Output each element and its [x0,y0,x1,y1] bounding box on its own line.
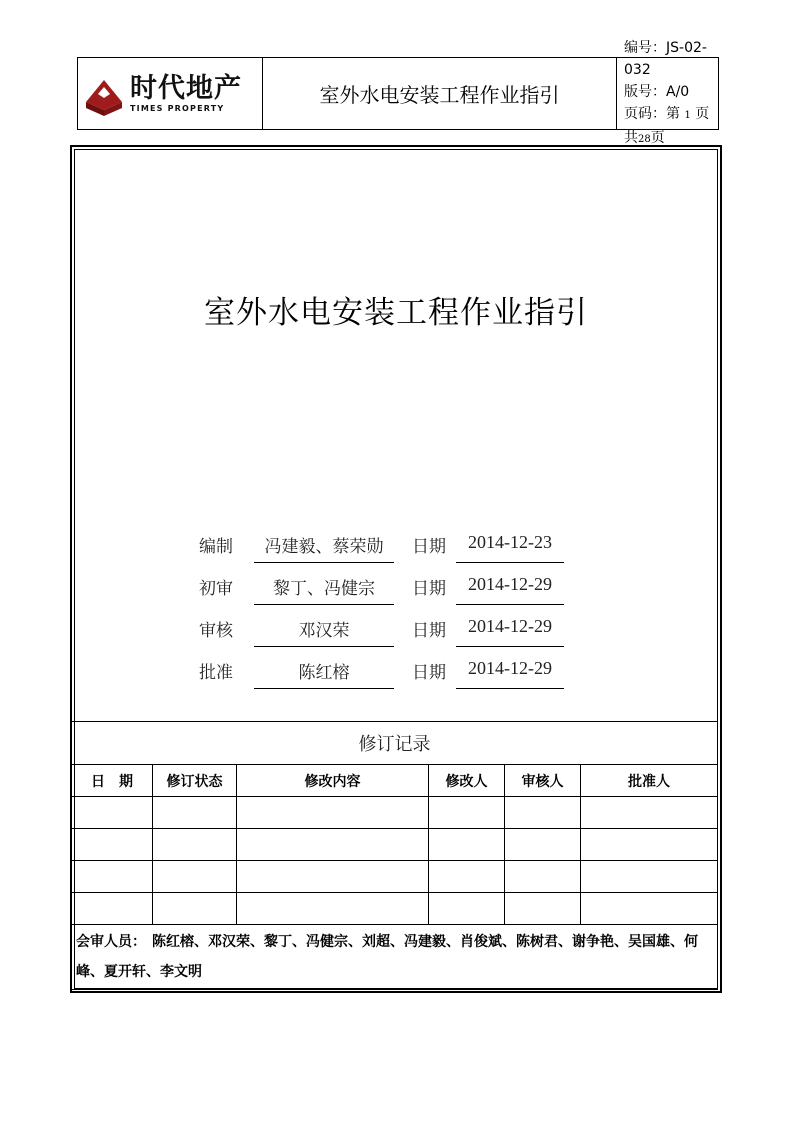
reviewers-label: 会审人员： [76,934,146,950]
document-header [77,39,719,146]
cover-frame [70,145,722,993]
col-reviewer: 审核人 [505,765,581,797]
revision-table [71,721,718,990]
signoff-name: 陈红榕 [298,663,350,683]
col-content: 修改内容 [237,765,429,797]
signoff-date: 2014-12-29 [468,574,552,594]
table-row [72,797,718,829]
col-status: 修订状态 [153,765,237,797]
signoff-name: 邓汉荣 [298,621,350,641]
reviewers-list: 陈红榕、邓汉荣、黎丁、冯健宗、刘超、冯建毅、肖俊斌、陈树君、谢争艳、吴国雄、何峰、夏开轩、李文明 [76,934,698,980]
logo-mark-icon [82,72,126,116]
signoff-row: 编制 冯建毅、蔡荣勋 日期 2014-12-23 [72,522,720,564]
signoff-name: 黎丁、冯健宗 [273,579,375,599]
cover-title: 室外水电安装工程作业指引 [204,295,588,331]
signoff-row: 批准 陈红榕 日期 2014-12-29 [72,648,720,690]
revision-table-title: 修订记录 [72,722,718,765]
table-row [72,893,718,925]
signoff-row: 审核 邓汉荣 日期 2014-12-29 [72,606,720,648]
logo-chinese-text: 时代地产 [130,72,242,104]
doc-code: 编号：JS-02-032 [624,39,707,78]
doc-version: 版号：A/0 [624,83,690,100]
col-date: 日 期 [72,765,153,797]
table-row [72,861,718,893]
logo-english-text: TIMES PROPERTY [130,103,225,113]
col-modifier: 修改人 [429,765,505,797]
header-meta [617,39,718,146]
reviewers-cell [72,925,718,990]
col-approver: 批准人 [581,765,718,797]
header-document-title: 室外水电安装工程作业指引 [263,58,617,129]
signoff-row: 初审 黎丁、冯健宗 日期 2014-12-29 [72,564,720,606]
signoff-date: 2014-12-29 [468,658,552,678]
revision-header-row [72,765,718,797]
signoff-date: 2014-12-29 [468,616,552,636]
page-current: 1 [684,109,691,121]
signoff-name: 冯建毅、蔡荣勋 [264,537,384,557]
table-row [72,829,718,861]
company-logo [78,58,263,129]
signoff-date: 2014-12-23 [468,532,552,552]
page-indicator: 页码：第 1 页 共28页 [624,105,710,146]
page-total: 28 [638,133,651,145]
